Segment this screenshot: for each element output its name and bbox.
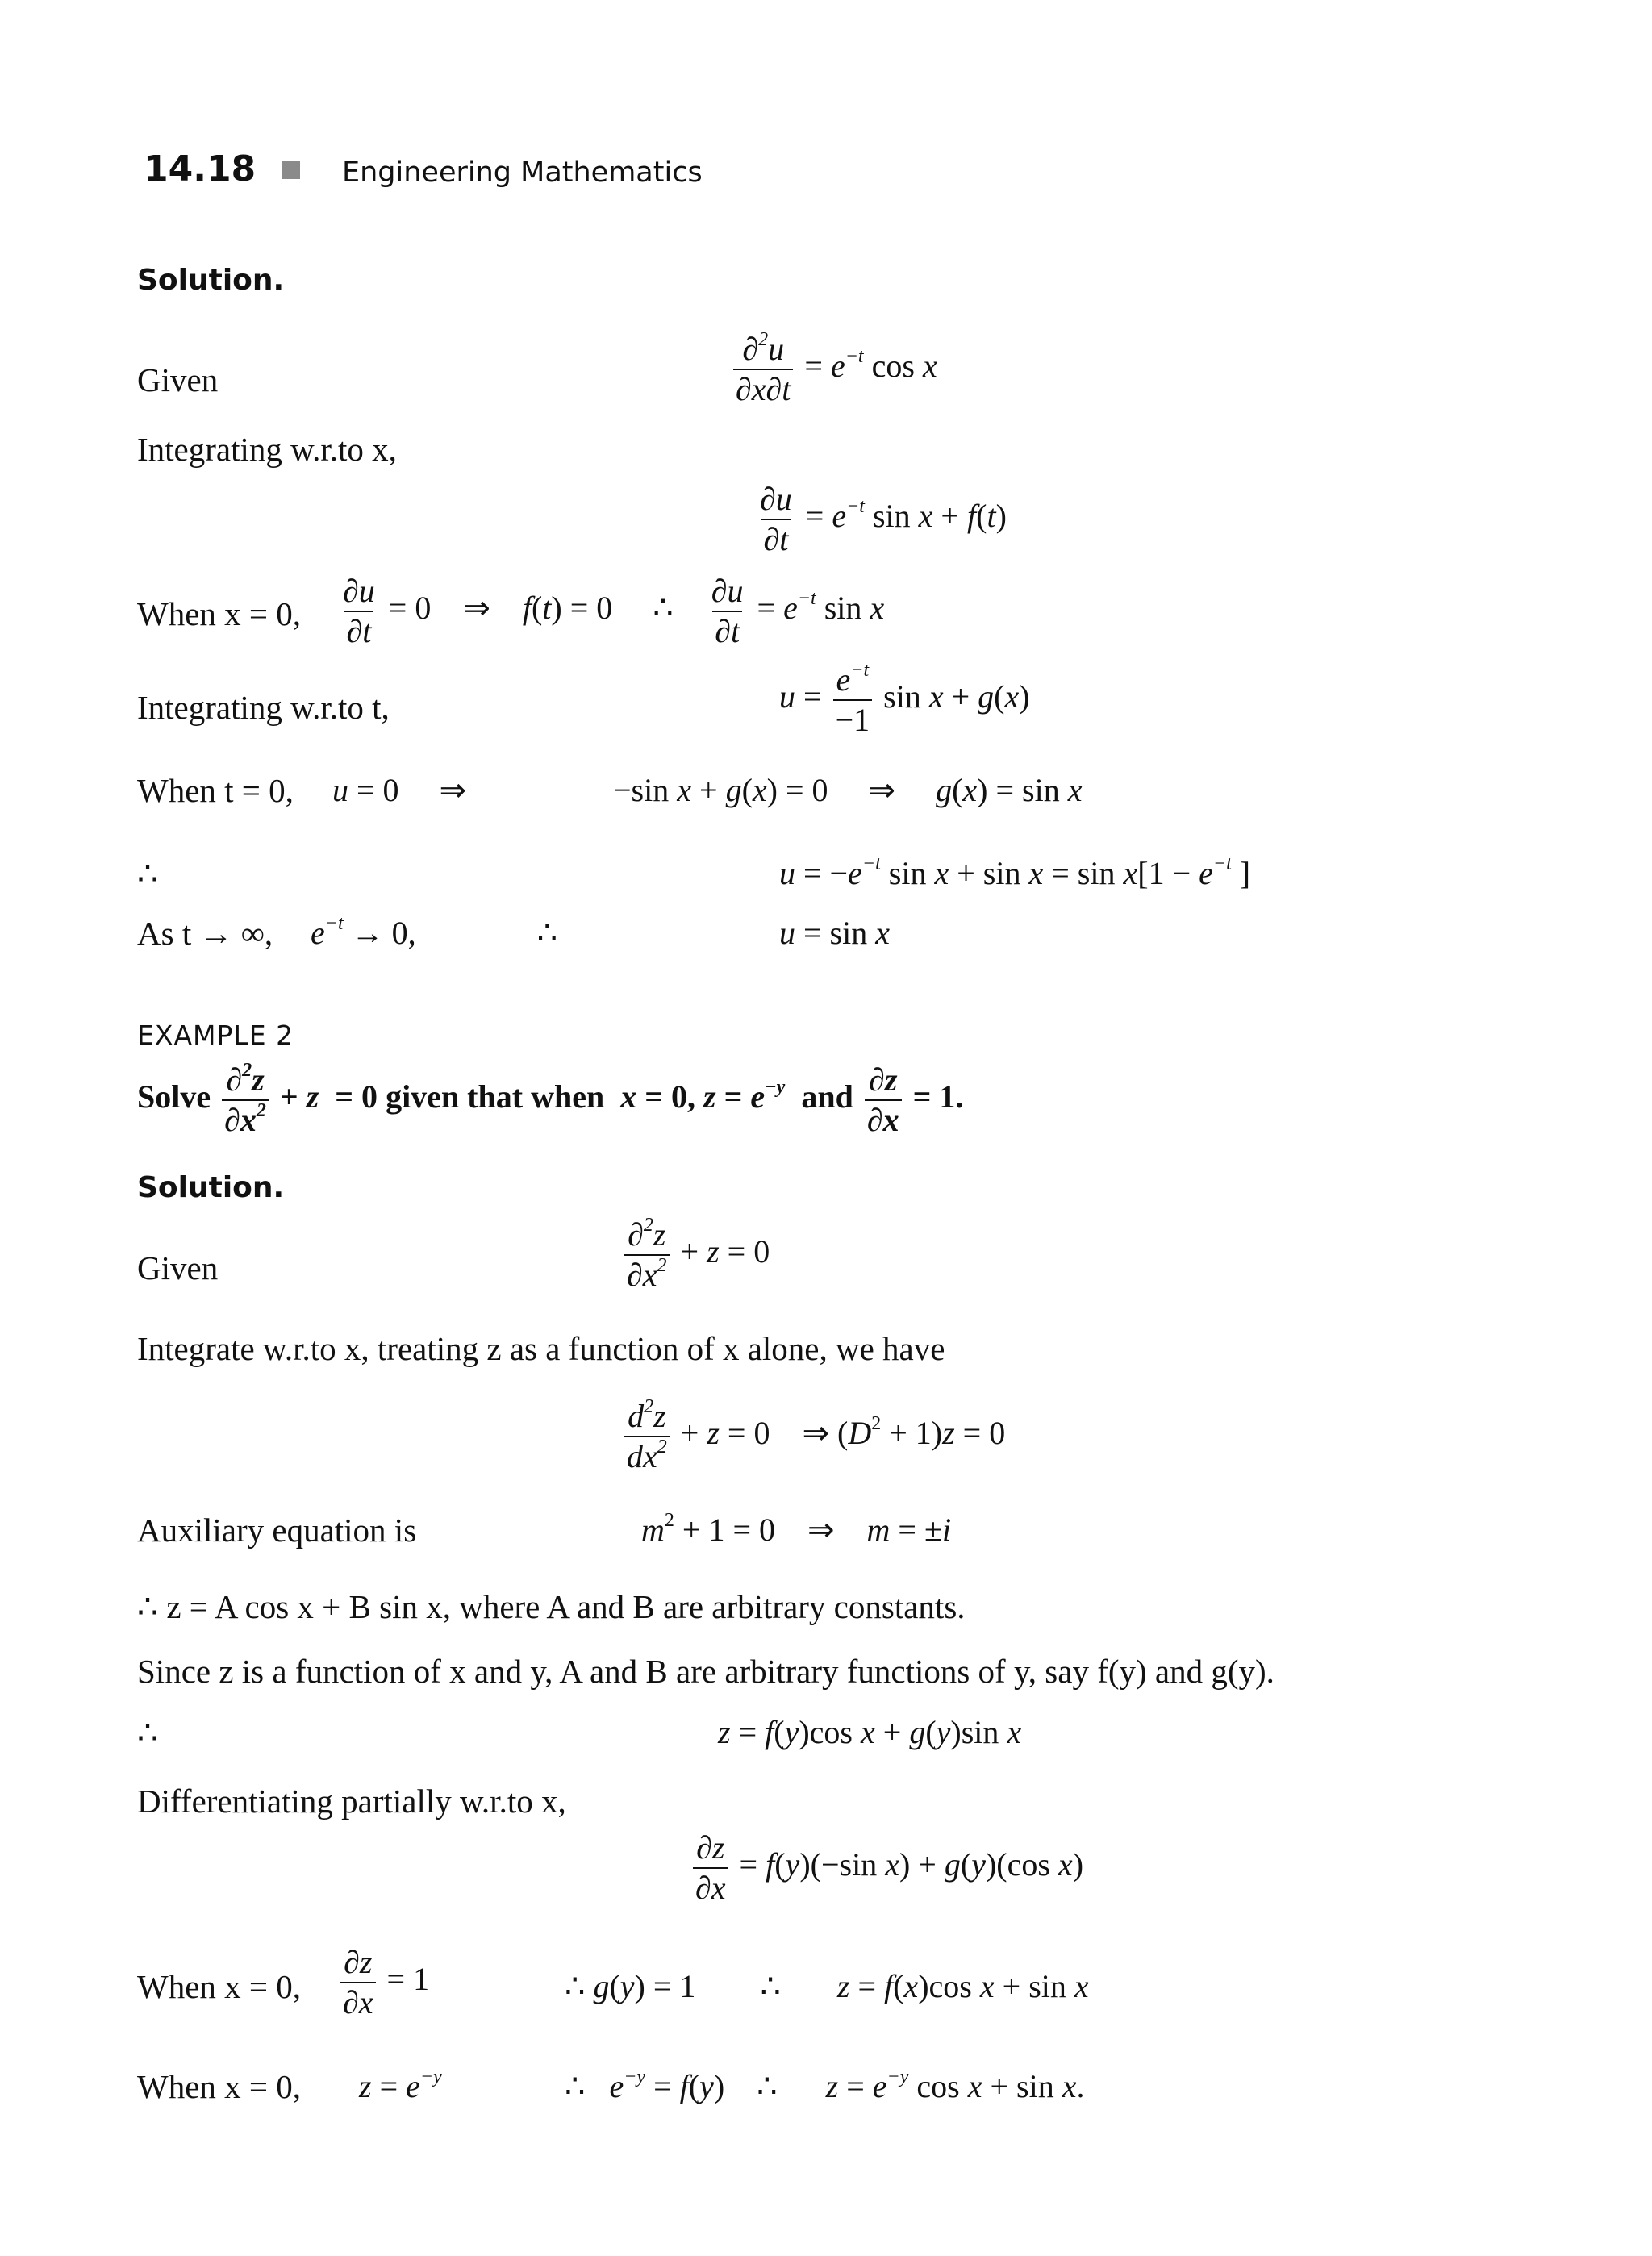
when-x0-text-a: When x = 0, — [137, 1968, 302, 2005]
given-clause: given that when — [386, 1078, 605, 1115]
solve-word: Solve — [137, 1078, 211, 1115]
auxiliary-text: Auxiliary equation is — [137, 1512, 417, 1549]
header-square-icon — [282, 161, 300, 179]
equation-du-dt-1: $\frac{\partial u}{\partial t}$ = $e^{-t}$ sin x + f(t) — [760, 481, 1007, 557]
equation-condition-x0: $\frac{\partial u}{\partial t}$ = 0 ⇒ f(t) = 0 ∴ $\frac{\partial u}{\partial t}$ = $e^{-t}$ sin x — [343, 573, 885, 649]
solution-heading-2: Solution. — [137, 1171, 285, 1204]
since-text: Since z is a function of x and y, A and B are arbitrary functions of y, say f(y) and g(y). — [137, 1653, 1274, 1690]
as-t-infinity-text: As t → ∞, — [137, 915, 273, 952]
equation-condition-t0: u = 0 ⇒ — [332, 772, 467, 808]
therefore-symbol-2: ∴ — [137, 1714, 159, 1751]
example-label: EXAMPLE 2 — [137, 1020, 294, 1051]
equation-dz-dx: $\frac{\partial z}{\partial x}$ = f(y)(−sin x) + g(y)(cos x) — [690, 1831, 1083, 1905]
equation-condition-dz: $\frac{\partial z}{\partial x}$ = 1 — [337, 1945, 429, 2020]
differentiating-text: Differentiating partially w.r.to x, — [137, 1783, 566, 1820]
given-label-2: Given — [137, 1249, 219, 1286]
page-number: 14.18 — [144, 148, 257, 190]
when-t0-text: When t = 0, — [137, 772, 294, 809]
integrate-text: Integrate w.r.to x, treating z as a function of x alone, we have — [137, 1330, 945, 1367]
given-label-1: Given — [137, 361, 219, 398]
equation-ode: $\frac{d^2z}{dx^2}$ + z = 0 ⇒ $(D^2 + 1)z = 0$ — [621, 1399, 1005, 1474]
equation-auxiliary: $m^2 + 1 = 0$ ⇒ m = ±i — [641, 1510, 952, 1548]
equation-u-limit: u = sin x — [779, 915, 891, 951]
z-general-text: ∴ z = A cos x + B sin x, where A and B are arbitrary constants. — [137, 1588, 966, 1625]
solution-heading-1: Solution. — [137, 264, 285, 297]
equation-final: ∴ $e^{-y} = f(y)$ ∴ $z = e^{-y}$ cos x + sin x. — [565, 2066, 1085, 2104]
example-statement: Solve $\frac{\partial^2z}{\partial x^2}$ + z = 0 given that when x = 0, $z = e^{-y}$ and $\frac{\partial z}{\partial x}$ = 1. — [137, 1060, 964, 1138]
equation-given-2: $\frac{\partial^2z}{\partial x^2}$ + z = 0 — [621, 1218, 770, 1292]
equation-u-final: $u = -e^{-t}$ $\sin x + \sin x = \sin x[1 - e^{-t}$ ] — [779, 853, 1251, 891]
integrating-x-text: Integrating w.r.to x, — [137, 431, 397, 468]
when-x0-text-b: When x = 0, — [137, 2068, 302, 2105]
equation-limit: $e^{-t} \to 0$, ∴ — [311, 913, 558, 951]
equation-g-result: ∴ g(y) = 1 ∴ z = f(x)cos x + sin x — [565, 1968, 1089, 2004]
and-word: and — [801, 1078, 853, 1115]
result-tail: = 1. — [912, 1078, 964, 1115]
therefore-symbol-1: ∴ — [137, 855, 159, 892]
when-x0-text: When x = 0, — [137, 595, 302, 632]
equation-z-functions: z = f(y)cos x + g(y)sin x — [718, 1714, 1022, 1750]
equation-g-solution: −sin x + g(x) = 0 ⇒ g(x) = sin x — [613, 772, 1083, 808]
integrating-t-text: Integrating w.r.to t, — [137, 689, 390, 726]
book-title: Engineering Mathematics — [342, 156, 703, 189]
equation-given-1: $\frac{\partial^2u}{\partial x\partial t}$ = $e^{-t}$ cos x — [730, 332, 937, 407]
equation-u-integrated: u = $\frac{e^{-t}}{-1}$ sin x + g(x) — [779, 660, 1030, 738]
equation-condition-z: $z = e^{-y}$ — [359, 2066, 442, 2104]
